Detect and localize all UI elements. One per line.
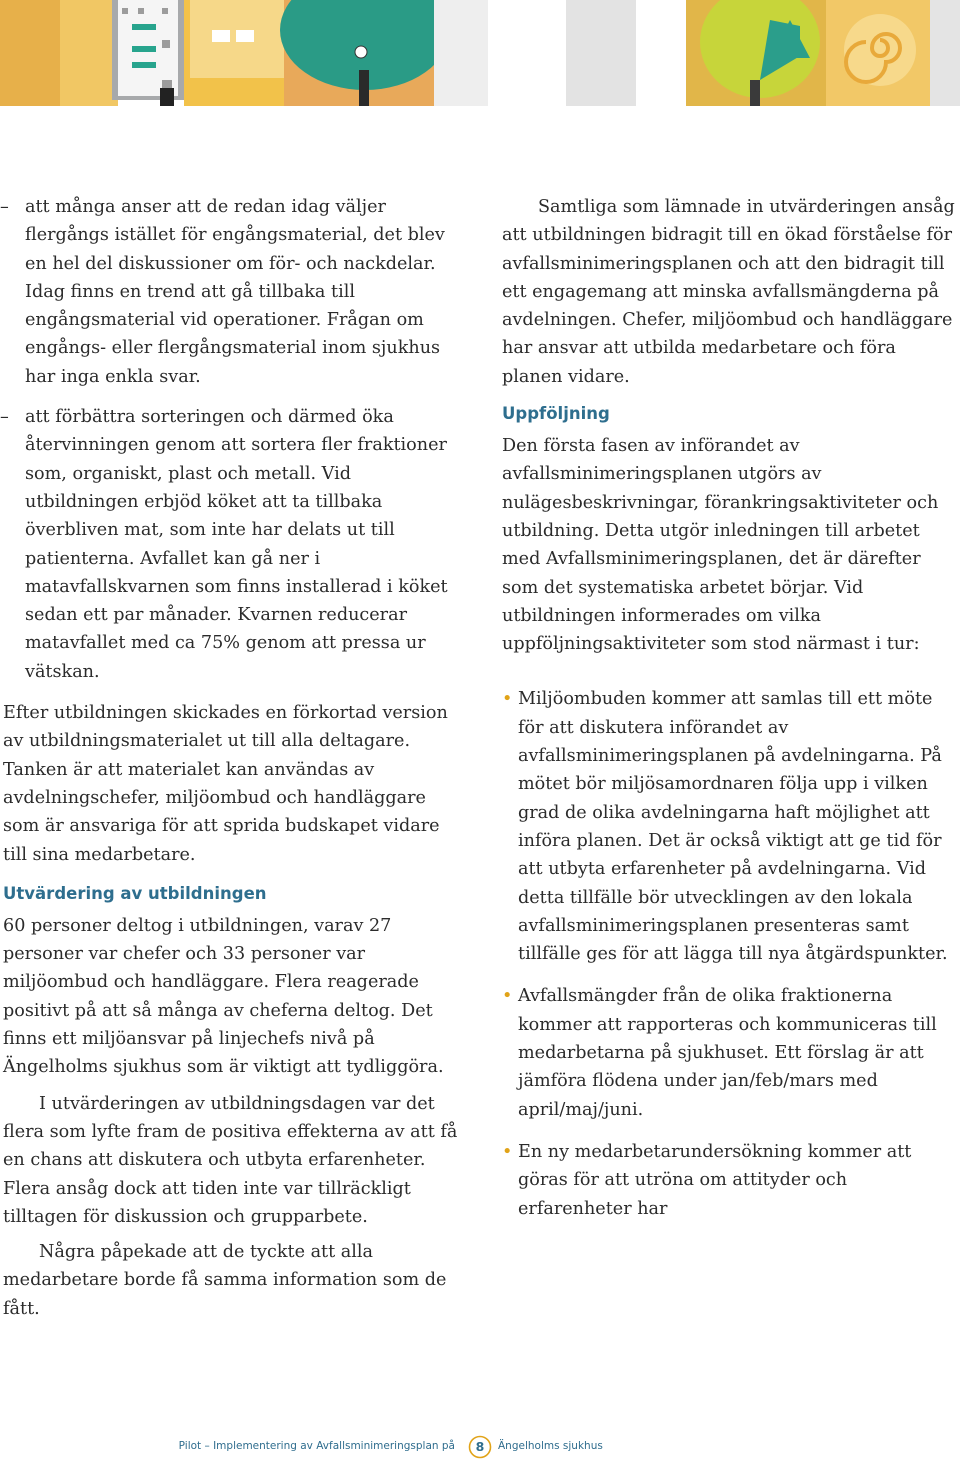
page-footer — [0, 1432, 960, 1462]
body-paragraph: Efter utbildningen skickades en förkortad version av utbildningsmaterialet ut till alla deltagare. Tanken är att materialet kan användas av avdelningschefer, miljöombud och handläggare som är ansvariga för att sprida budskapet vidare till sina medarbetare. — [3, 703, 448, 865]
page-number-badge — [468, 1435, 492, 1459]
bullet-text: Avfallsmängder från de olika fraktionerna kommer att rapporteras och kommuniceras till medarbetarna på sjukhuset. Ett förslag är att jämföra flödena under jan/feb/mars med april/maj/juni. — [518, 986, 937, 1120]
body-paragraph: Några påpekade att de tyckte att alla medarbetare borde få samma information som de fått. — [3, 1242, 447, 1319]
footer-title: Pilot – Implementering av Avfallsminimeringsplan på — [178, 1440, 455, 1452]
bullet-list-item — [502, 982, 960, 1123]
left-column — [0, 193, 459, 1323]
dash-item-text: att förbättra sorteringen och därmed öka återvinningen genom att sortera fler fraktioner som, organiskt, plast och metall. Vid utbildningen erbjöd köket att ta tillbaka överbliven mat, som inte har delats ut till patienterna. Avfallet kan gå ner i matavfallskvarnen som finns installerad i köket sedan ett par månader. Kvarnen reducerar matavfallet med ca 75% genom att pressa ur vätskan. — [25, 407, 448, 682]
footer-organization: Ängelholms sjukhus — [498, 1440, 603, 1452]
page-number: 8 — [475, 1439, 485, 1454]
bullet-list-item — [502, 685, 960, 968]
header-illustration — [0, 0, 960, 106]
dash-item-text: att många anser att de redan idag väljer flergångs istället för engångsmaterial, det blev en hel del diskussioner om för- och nackdelar. Idag finns en trend att gå tillbaka till engångsmaterial vid operationer. Frågan om engångs- eller flergångsmaterial inom sjukhus har inga enkla svar. — [25, 197, 445, 387]
dash-list-item — [0, 193, 459, 391]
section-heading: Uppföljning — [502, 404, 610, 424]
body-paragraph: Samtliga som lämnade in utvärderingen ansåg att utbildningen bidragit till en ökad förståelse för avfallsminimeringsplanen och att den bidragit till ett engagemang att minska avfallsmängderna på avdelningen. Chefer, miljöombud och handläggare har ansvar att utbilda medarbetare och föra planen vidare. — [502, 197, 955, 387]
bullet-icon: • — [502, 1141, 513, 1162]
body-paragraph: Den första fasen av införandet av avfallsminimeringsplanen utgörs av nulägesbeskrivningar, förankringsaktiviteter och utbildning. Detta utgör inledningen till arbetet med Avfallsminimeringsplanen, det är därefter som det systematiska arbetet börjar. Vid utbildningen informerades om vilka uppföljningsaktiviteter som stod närmast i tur: — [502, 436, 939, 655]
bullet-list-item — [502, 1138, 960, 1223]
bullet-text: En ny medarbetarundersökning kommer att göras för att utröna om attityder och erfarenheter har — [518, 1141, 912, 1219]
bullet-text: Miljöombuden kommer att samlas till ett möte för att diskutera införandet av avfallsminimeringsplanen på avdelningarna. På mötet bör miljösamordnaren följa upp i vilken grad de olika avdelningarna haft möjlighet att införa planen. Det är också viktigt att ge tid för att utbyta erfarenheter på avdelningarna. Vid detta tillfälle bör utvecklingen av den lokala avfallsminimeringsplanen presenteras samt tillfälle ges för att lägga till nya åtgärdspunkter. — [518, 689, 948, 965]
dash-list-item — [0, 403, 459, 686]
right-column — [502, 193, 960, 1223]
dash-marker: – — [0, 197, 9, 217]
section-heading: Utvärdering av utbildningen — [3, 883, 267, 903]
body-paragraph: I utvärderingen av utbildningsdagen var det flera som lyfte fram de positiva effekterna av att få en chans att diskutera och utbyta erfarenheter. Flera ansåg dock att tiden inte var tillräckligt tilltagen för diskussion och grupparbete. — [3, 1093, 458, 1227]
body-paragraph: 60 personer deltog i utbildningen, varav 27 personer var chefer och 33 personer var miljöombud och handläggare. Flera reagerade positivt på att så många av cheferna deltog. Det finns ett miljöansvar på linjechefs nivå på Ängelholms sjukhus som är viktigt att tydliggöra. — [3, 915, 444, 1078]
dash-marker: – — [0, 407, 9, 428]
bullet-icon: • — [502, 986, 513, 1007]
bullet-icon: • — [502, 689, 513, 710]
